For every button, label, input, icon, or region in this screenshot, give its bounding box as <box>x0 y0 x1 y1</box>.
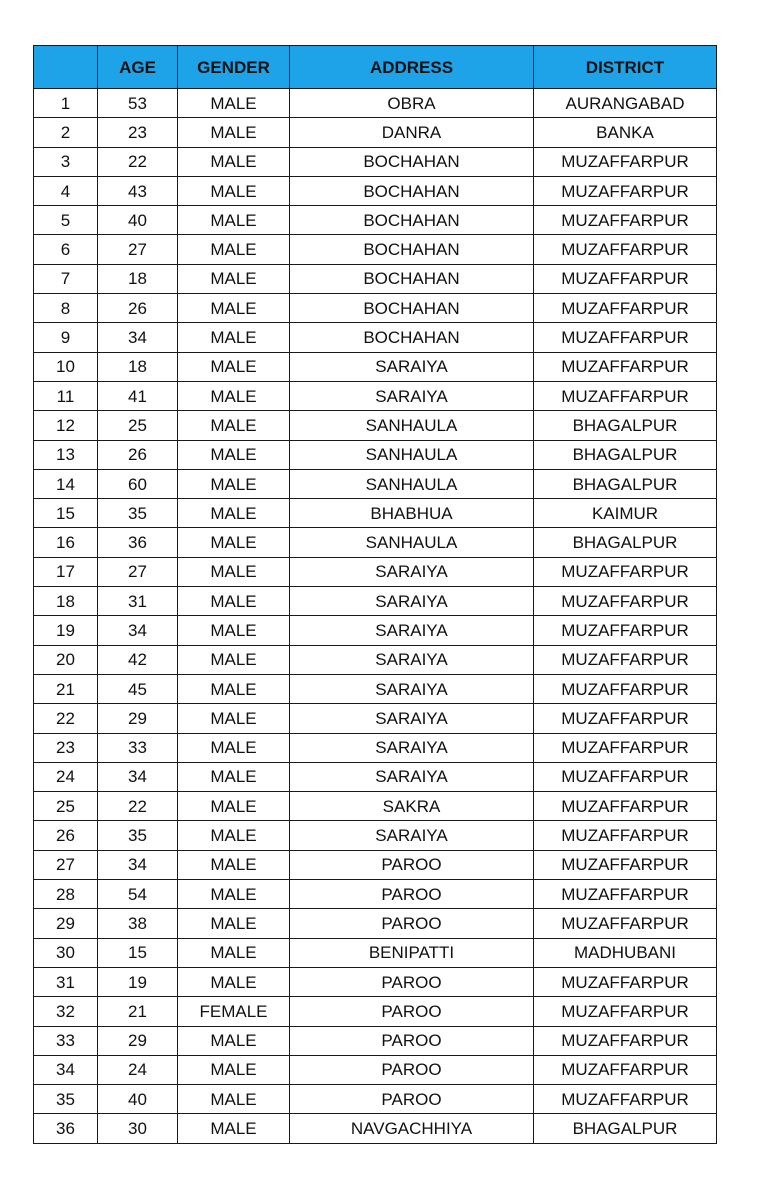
table-row <box>34 1085 717 1114</box>
serial-cell: 6 <box>34 235 98 264</box>
age-cell: 27 <box>98 235 178 264</box>
gender-cell: MALE <box>178 762 290 791</box>
gender-cell: MALE <box>178 411 290 440</box>
address-cell: PAROO <box>290 880 534 909</box>
address-cell: PAROO <box>290 909 534 938</box>
address-cell: BOCHAHAN <box>290 323 534 352</box>
table-row <box>34 938 717 967</box>
table-row <box>34 352 717 381</box>
age-cell: 34 <box>98 850 178 879</box>
district-cell: MUZAFFARPUR <box>534 176 717 205</box>
serial-cell: 2 <box>34 118 98 147</box>
address-cell: DANRA <box>290 118 534 147</box>
district-cell: MUZAFFARPUR <box>534 352 717 381</box>
table-row <box>34 645 717 674</box>
serial-cell: 12 <box>34 411 98 440</box>
serial-cell: 5 <box>34 206 98 235</box>
table-row <box>34 469 717 498</box>
serial-cell: 1 <box>34 89 98 118</box>
table-header <box>34 46 717 89</box>
district-cell: MUZAFFARPUR <box>534 323 717 352</box>
serial-cell: 14 <box>34 469 98 498</box>
age-cell: 29 <box>98 1026 178 1055</box>
table-row <box>34 704 717 733</box>
age-cell: 53 <box>98 89 178 118</box>
serial-cell: 36 <box>34 1114 98 1143</box>
district-cell: MUZAFFARPUR <box>534 733 717 762</box>
district-cell: MUZAFFARPUR <box>534 909 717 938</box>
gender-cell: MALE <box>178 704 290 733</box>
gender-cell: MALE <box>178 733 290 762</box>
district-cell: MUZAFFARPUR <box>534 674 717 703</box>
serial-cell: 24 <box>34 762 98 791</box>
serial-cell: 17 <box>34 557 98 586</box>
district-cell: MUZAFFARPUR <box>534 235 717 264</box>
address-cell: NAVGACHHIYA <box>290 1114 534 1143</box>
address-cell: SANHAULA <box>290 440 534 469</box>
address-cell: SARAIYA <box>290 587 534 616</box>
age-cell: 34 <box>98 762 178 791</box>
serial-cell: 34 <box>34 1055 98 1084</box>
table-row <box>34 264 717 293</box>
age-cell: 29 <box>98 704 178 733</box>
age-cell: 42 <box>98 645 178 674</box>
age-cell: 18 <box>98 352 178 381</box>
address-cell: PAROO <box>290 850 534 879</box>
serial-cell: 18 <box>34 587 98 616</box>
age-cell: 22 <box>98 147 178 176</box>
age-cell: 34 <box>98 616 178 645</box>
gender-cell: MALE <box>178 1114 290 1143</box>
serial-cell: 27 <box>34 850 98 879</box>
district-cell: BHAGALPUR <box>534 411 717 440</box>
header-address: ADDRESS <box>290 46 534 89</box>
address-cell: PAROO <box>290 1026 534 1055</box>
district-cell: MUZAFFARPUR <box>534 967 717 996</box>
table-row <box>34 1026 717 1055</box>
header-row <box>34 46 717 89</box>
data-table <box>33 45 717 1144</box>
serial-cell: 11 <box>34 381 98 410</box>
age-cell: 21 <box>98 997 178 1026</box>
table-row <box>34 411 717 440</box>
serial-cell: 16 <box>34 528 98 557</box>
address-cell: SARAIYA <box>290 674 534 703</box>
table-row <box>34 176 717 205</box>
gender-cell: MALE <box>178 381 290 410</box>
age-cell: 45 <box>98 674 178 703</box>
gender-cell: MALE <box>178 821 290 850</box>
address-cell: SARAIYA <box>290 733 534 762</box>
gender-cell: MALE <box>178 528 290 557</box>
district-cell: MUZAFFARPUR <box>534 206 717 235</box>
serial-cell: 21 <box>34 674 98 703</box>
table-row <box>34 792 717 821</box>
serial-cell: 32 <box>34 997 98 1026</box>
address-cell: PAROO <box>290 967 534 996</box>
table-row <box>34 235 717 264</box>
address-cell: BOCHAHAN <box>290 294 534 323</box>
gender-cell: MALE <box>178 967 290 996</box>
address-cell: SAKRA <box>290 792 534 821</box>
district-cell: MUZAFFARPUR <box>534 821 717 850</box>
age-cell: 40 <box>98 206 178 235</box>
gender-cell: MALE <box>178 499 290 528</box>
gender-cell: MALE <box>178 674 290 703</box>
gender-cell: MALE <box>178 1085 290 1114</box>
table-row <box>34 587 717 616</box>
gender-cell: MALE <box>178 206 290 235</box>
table-row <box>34 762 717 791</box>
age-cell: 38 <box>98 909 178 938</box>
district-cell: MUZAFFARPUR <box>534 792 717 821</box>
table-row <box>34 880 717 909</box>
table-row <box>34 909 717 938</box>
address-cell: SANHAULA <box>290 469 534 498</box>
serial-cell: 9 <box>34 323 98 352</box>
table-row <box>34 850 717 879</box>
gender-cell: MALE <box>178 147 290 176</box>
table-row <box>34 206 717 235</box>
serial-cell: 26 <box>34 821 98 850</box>
table-row <box>34 616 717 645</box>
gender-cell: MALE <box>178 323 290 352</box>
table-row <box>34 821 717 850</box>
address-cell: PAROO <box>290 997 534 1026</box>
serial-cell: 4 <box>34 176 98 205</box>
gender-cell: MALE <box>178 938 290 967</box>
district-cell: MUZAFFARPUR <box>534 704 717 733</box>
address-cell: PAROO <box>290 1055 534 1084</box>
table-row <box>34 118 717 147</box>
age-cell: 43 <box>98 176 178 205</box>
address-cell: BOCHAHAN <box>290 264 534 293</box>
district-cell: BANKA <box>534 118 717 147</box>
serial-cell: 8 <box>34 294 98 323</box>
age-cell: 19 <box>98 967 178 996</box>
serial-cell: 10 <box>34 352 98 381</box>
age-cell: 15 <box>98 938 178 967</box>
age-cell: 60 <box>98 469 178 498</box>
serial-cell: 31 <box>34 967 98 996</box>
district-cell: MUZAFFARPUR <box>534 587 717 616</box>
gender-cell: MALE <box>178 850 290 879</box>
age-cell: 26 <box>98 294 178 323</box>
address-cell: SARAIYA <box>290 557 534 586</box>
address-cell: BOCHAHAN <box>290 235 534 264</box>
address-cell: SARAIYA <box>290 381 534 410</box>
table-row <box>34 294 717 323</box>
age-cell: 34 <box>98 323 178 352</box>
gender-cell: MALE <box>178 176 290 205</box>
district-cell: MUZAFFARPUR <box>534 997 717 1026</box>
district-cell: MUZAFFARPUR <box>534 1085 717 1114</box>
serial-cell: 23 <box>34 733 98 762</box>
address-cell: SARAIYA <box>290 645 534 674</box>
age-cell: 25 <box>98 411 178 440</box>
district-cell: MUZAFFARPUR <box>534 850 717 879</box>
table-row <box>34 674 717 703</box>
age-cell: 26 <box>98 440 178 469</box>
gender-cell: MALE <box>178 645 290 674</box>
serial-cell: 33 <box>34 1026 98 1055</box>
gender-cell: FEMALE <box>178 997 290 1026</box>
address-cell: BENIPATTI <box>290 938 534 967</box>
address-cell: SARAIYA <box>290 704 534 733</box>
table-row <box>34 89 717 118</box>
gender-cell: MALE <box>178 1026 290 1055</box>
address-cell: BOCHAHAN <box>290 176 534 205</box>
table-row <box>34 147 717 176</box>
serial-cell: 35 <box>34 1085 98 1114</box>
serial-cell: 7 <box>34 264 98 293</box>
address-cell: SANHAULA <box>290 528 534 557</box>
header-age: AGE <box>98 46 178 89</box>
district-cell: BHAGALPUR <box>534 469 717 498</box>
gender-cell: MALE <box>178 89 290 118</box>
age-cell: 18 <box>98 264 178 293</box>
gender-cell: MALE <box>178 440 290 469</box>
district-cell: MUZAFFARPUR <box>534 762 717 791</box>
address-cell: BOCHAHAN <box>290 206 534 235</box>
table-row <box>34 1055 717 1084</box>
table-row <box>34 528 717 557</box>
district-cell: MUZAFFARPUR <box>534 557 717 586</box>
table-row <box>34 997 717 1026</box>
gender-cell: MALE <box>178 909 290 938</box>
district-cell: MUZAFFARPUR <box>534 645 717 674</box>
district-cell: KAIMUR <box>534 499 717 528</box>
district-cell: AURANGABAD <box>534 89 717 118</box>
district-cell: BHAGALPUR <box>534 440 717 469</box>
district-cell: MUZAFFARPUR <box>534 880 717 909</box>
gender-cell: MALE <box>178 264 290 293</box>
gender-cell: MALE <box>178 880 290 909</box>
header-district: DISTRICT <box>534 46 717 89</box>
address-cell: SARAIYA <box>290 616 534 645</box>
header-serial <box>34 46 98 89</box>
gender-cell: MALE <box>178 587 290 616</box>
gender-cell: MALE <box>178 352 290 381</box>
district-cell: MUZAFFARPUR <box>534 616 717 645</box>
address-cell: OBRA <box>290 89 534 118</box>
serial-cell: 30 <box>34 938 98 967</box>
district-cell: MUZAFFARPUR <box>534 147 717 176</box>
district-cell: BHAGALPUR <box>534 528 717 557</box>
gender-cell: MALE <box>178 469 290 498</box>
address-cell: SARAIYA <box>290 821 534 850</box>
district-cell: MADHUBANI <box>534 938 717 967</box>
table-row <box>34 733 717 762</box>
address-cell: BOCHAHAN <box>290 147 534 176</box>
table-row <box>34 557 717 586</box>
serial-cell: 29 <box>34 909 98 938</box>
serial-cell: 3 <box>34 147 98 176</box>
age-cell: 30 <box>98 1114 178 1143</box>
address-cell: PAROO <box>290 1085 534 1114</box>
age-cell: 35 <box>98 821 178 850</box>
district-cell: BHAGALPUR <box>534 1114 717 1143</box>
serial-cell: 15 <box>34 499 98 528</box>
serial-cell: 25 <box>34 792 98 821</box>
address-cell: SARAIYA <box>290 762 534 791</box>
serial-cell: 13 <box>34 440 98 469</box>
age-cell: 36 <box>98 528 178 557</box>
age-cell: 31 <box>98 587 178 616</box>
serial-cell: 19 <box>34 616 98 645</box>
gender-cell: MALE <box>178 792 290 821</box>
gender-cell: MALE <box>178 557 290 586</box>
district-cell: MUZAFFARPUR <box>534 381 717 410</box>
table-row <box>34 440 717 469</box>
district-cell: MUZAFFARPUR <box>534 1026 717 1055</box>
gender-cell: MALE <box>178 294 290 323</box>
gender-cell: MALE <box>178 118 290 147</box>
gender-cell: MALE <box>178 235 290 264</box>
serial-cell: 20 <box>34 645 98 674</box>
age-cell: 27 <box>98 557 178 586</box>
table-row <box>34 381 717 410</box>
serial-cell: 22 <box>34 704 98 733</box>
district-cell: MUZAFFARPUR <box>534 264 717 293</box>
age-cell: 22 <box>98 792 178 821</box>
header-gender: GENDER <box>178 46 290 89</box>
age-cell: 23 <box>98 118 178 147</box>
gender-cell: MALE <box>178 1055 290 1084</box>
serial-cell: 28 <box>34 880 98 909</box>
address-cell: SARAIYA <box>290 352 534 381</box>
table-body <box>34 89 717 1144</box>
district-cell: MUZAFFARPUR <box>534 1055 717 1084</box>
age-cell: 40 <box>98 1085 178 1114</box>
table-row <box>34 1114 717 1143</box>
address-cell: SANHAULA <box>290 411 534 440</box>
district-cell: MUZAFFARPUR <box>534 294 717 323</box>
age-cell: 35 <box>98 499 178 528</box>
age-cell: 33 <box>98 733 178 762</box>
table-row <box>34 323 717 352</box>
age-cell: 41 <box>98 381 178 410</box>
table-row <box>34 499 717 528</box>
age-cell: 54 <box>98 880 178 909</box>
address-cell: BHABHUA <box>290 499 534 528</box>
table-row <box>34 967 717 996</box>
age-cell: 24 <box>98 1055 178 1084</box>
gender-cell: MALE <box>178 616 290 645</box>
